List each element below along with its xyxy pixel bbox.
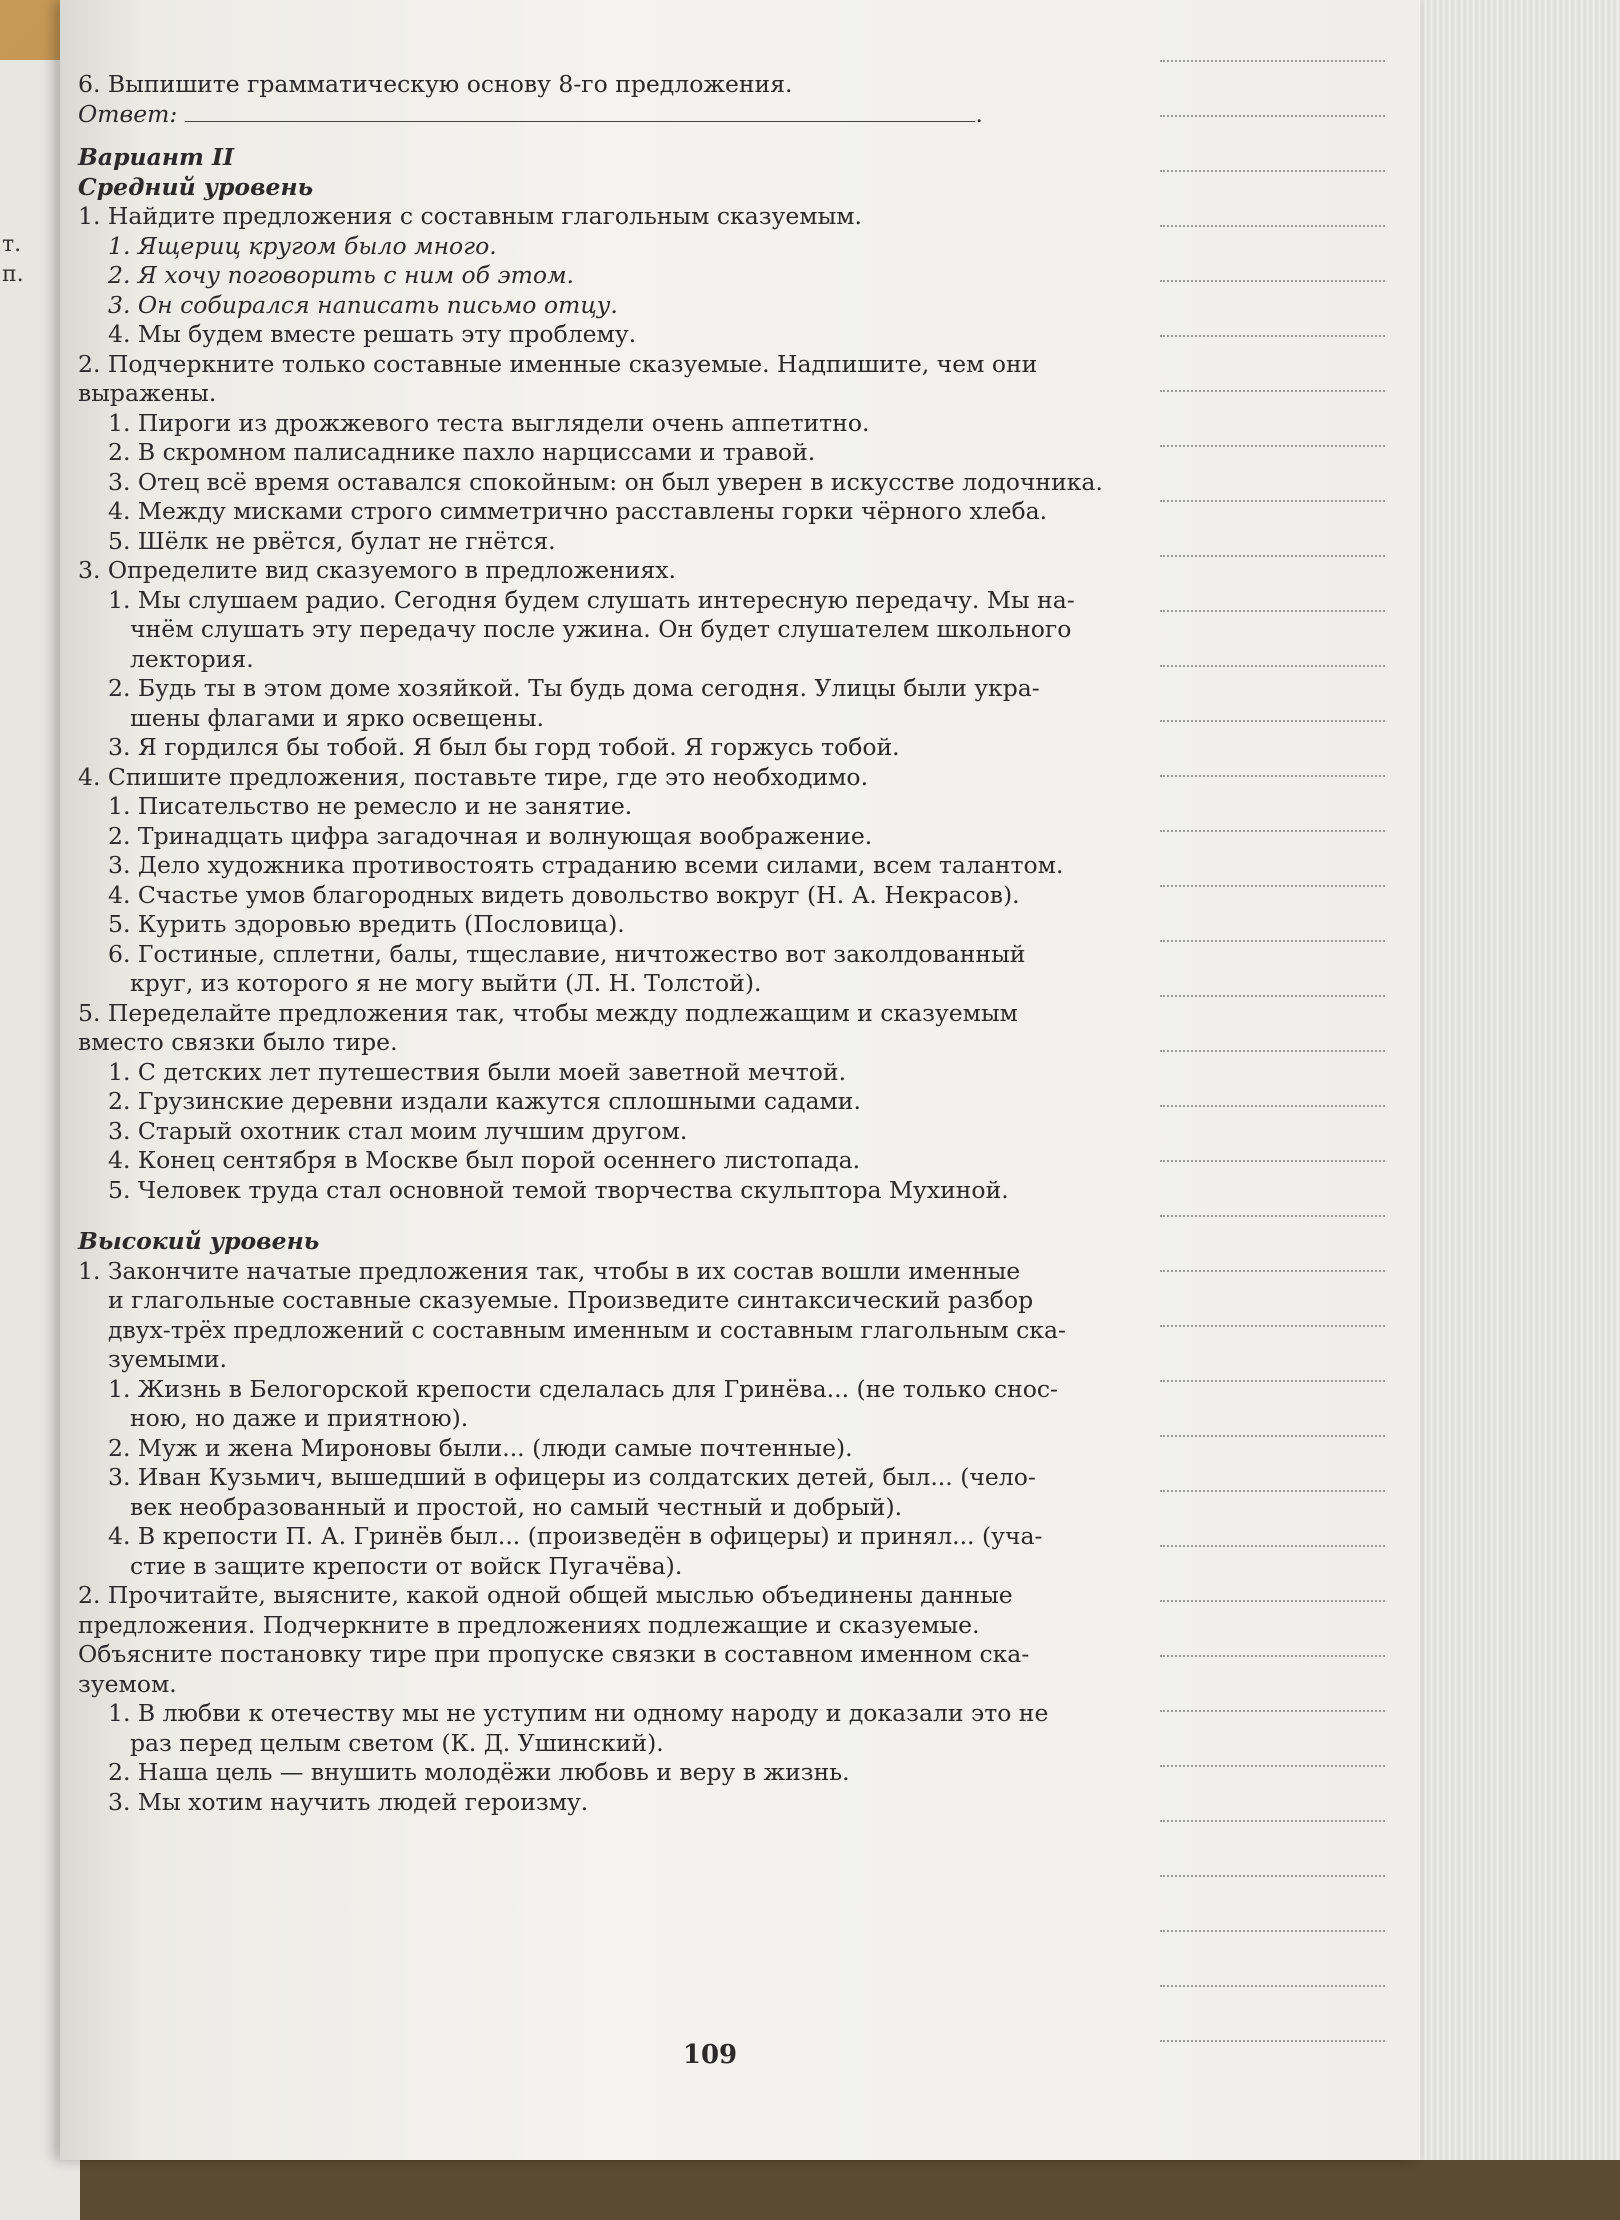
text-line: лектория. [130, 644, 254, 673]
middle-level-list [78, 202, 1158, 1205]
page-number: 109 [682, 2040, 738, 2070]
left-page-fragment: т. [2, 232, 22, 257]
text-line: 2. Тринадцать цифра загадочная и волнующая воображение. [108, 821, 873, 850]
text-line: шены флагами и ярко освещены. [130, 703, 545, 732]
text-line: 5. Курить здоровью вредить (Пословица). [108, 910, 625, 938]
text-line: 3. Мы хотим научить людей героизму. [108, 1787, 589, 1816]
answer-label: Ответ: [78, 99, 178, 128]
text-line: 4. Конец сентября в Москве был порой осеннего листопада. [108, 1146, 861, 1174]
page-content [78, 70, 1158, 2130]
text-line: 2. Будь ты в этом доме хозяйкой. Ты будь дома сегодня. Улицы были укра- [108, 674, 1040, 702]
text-line: ною, но даже и приятною). [130, 1404, 469, 1432]
text-line: век необразованный и простой, но самый честный и добрый). [130, 1492, 903, 1521]
text-line: 3. Он собирался написать письмо отцу. [108, 290, 618, 319]
task-6: 6. Выпишите грамматическую основу 8-го предложения. [78, 70, 793, 98]
text-line: выражены. [78, 379, 217, 407]
text-line: 5. Человек труда стал основной темой творчества скульптора Мухиной. [108, 1175, 1009, 1204]
text-line: 3. Старый охотник стал моим лучшим другом. [108, 1116, 688, 1145]
answer-end: . [975, 99, 983, 128]
book-page [60, 0, 1420, 2160]
text-line: 1. Пироги из дрожжевого теста выглядели очень аппетитно. [108, 408, 870, 437]
text-line: 3. Иван Кузьмич, вышедший в офицеры из солдатских детей, был... (чело- [108, 1463, 1036, 1491]
text-line: стие в защите крепости от войск Пугачёва). [130, 1551, 683, 1580]
text-line: 4. Между мисками строго симметрично расставлены горки чёрного хлеба. [108, 497, 1048, 525]
high-level-heading: Высокий уровень [78, 1227, 320, 1255]
text-line: 3. Дело художника противостоять страданию всеми силами, всем талантом. [108, 851, 1064, 879]
left-page-fragment: п. [2, 262, 24, 287]
text-line: 3. Я гордился бы тобой. Я был бы горд тобой. Я горжусь тобой. [108, 733, 900, 761]
text-line: 4. Мы будем вместе решать эту проблему. [108, 320, 637, 348]
text-line: 1. Писательство не ремесло и не занятие. [108, 792, 633, 820]
text-line: 4. Счастье умов благородных видеть довольство вокруг (Н. А. Некрасов). [108, 880, 1020, 909]
text-line: 1. С детских лет путешествия были моей заветной мечтой. [108, 1057, 847, 1086]
text-line: 1. Найдите предложения с составным глагольным сказуемым. [78, 202, 863, 230]
text-line: раз перед целым светом (К. Д. Ушинский). [130, 1728, 664, 1757]
text-line: 2. Прочитайте, выясните, какой одной общей мыслью объединены данные [78, 1581, 1013, 1609]
text-line: 1. Ящериц кругом было много. [108, 231, 497, 260]
text-line: двух-трёх предложений с составным именным и составным глагольным ска- [108, 1315, 1066, 1344]
text-line: 6. Гостиные, сплетни, балы, тщеславие, ничтожество вот заколдованный [108, 939, 1026, 968]
text-line: 1. Мы слушаем радио. Сегодня будем слушать интересную передачу. Мы на- [108, 585, 1075, 614]
text-line: 2. В скромном палисаднике пахло нарциссами и травой. [108, 438, 816, 466]
text-line: 2. Подчеркните только составные именные сказуемые. Надпишите, чем они [78, 349, 1038, 378]
text-line: 1. В любви к отечеству мы не уступим ни одному народу и доказали это не [108, 1699, 1049, 1727]
text-line: 5. Переделайте предложения так, чтобы между подлежащим и сказуемым [78, 998, 1018, 1027]
text-line: 2. Грузинские деревни издали кажутся сплошными садами. [108, 1087, 861, 1115]
variant-heading: Вариант II [78, 143, 234, 171]
text-line: 4. Спишите предложения, поставьте тире, где это необходимо. [78, 762, 869, 791]
text-line: зуемом. [78, 1669, 177, 1698]
text-line: чнём слушать эту передачу после ужина. Он будет слушателем школьного [130, 615, 1072, 643]
text-line: 4. В крепости П. А. Гринёв был... (произведён в офицеры) и принял... (уча- [108, 1522, 1043, 1550]
text-line: 2. Наша цель — внушить молодёжи любовь и веру в жизнь. [108, 1758, 850, 1786]
text-line: 2. Я хочу поговорить с ним об этом. [108, 261, 575, 289]
text-line: и глагольные составные сказуемые. Произведите синтаксический разбор [108, 1286, 1034, 1314]
text-line: 1. Жизнь в Белогорской крепости сделалась для Гринёва... (не только снос- [108, 1374, 1058, 1403]
middle-level-heading: Средний уровень [78, 172, 314, 201]
high-level-list [78, 1257, 1158, 1818]
answer-line[interactable] [185, 101, 975, 122]
text-line: круг, из которого я не могу выйти (Л. Н. Толстой). [130, 969, 762, 997]
text-line: 3. Отец всё время оставался спокойным: он был уверен в искусстве лодочника. [108, 467, 1103, 496]
text-line: 1. Закончите начатые предложения так, чтобы в их состав вошли именные [78, 1256, 1021, 1285]
text-line: 3. Определите вид сказуемого в предложениях. [78, 556, 676, 584]
text-line: 2. Муж и жена Мироновы были... (люди самые почтенные). [108, 1433, 853, 1462]
margin-dotted-lines [1160, 60, 1400, 2060]
text-line: вместо связки было тире. [78, 1028, 398, 1056]
text-line: 5. Шёлк не рвётся, булат не гнётся. [108, 526, 556, 555]
text-line: предложения. Подчеркните в предложениях подлежащие и сказуемые. [78, 1610, 980, 1639]
answer-row [78, 100, 1158, 130]
text-line: зуемыми. [108, 1345, 227, 1373]
text-line: Объясните постановку тире при пропуске связки в составном именном ска- [78, 1640, 1030, 1668]
